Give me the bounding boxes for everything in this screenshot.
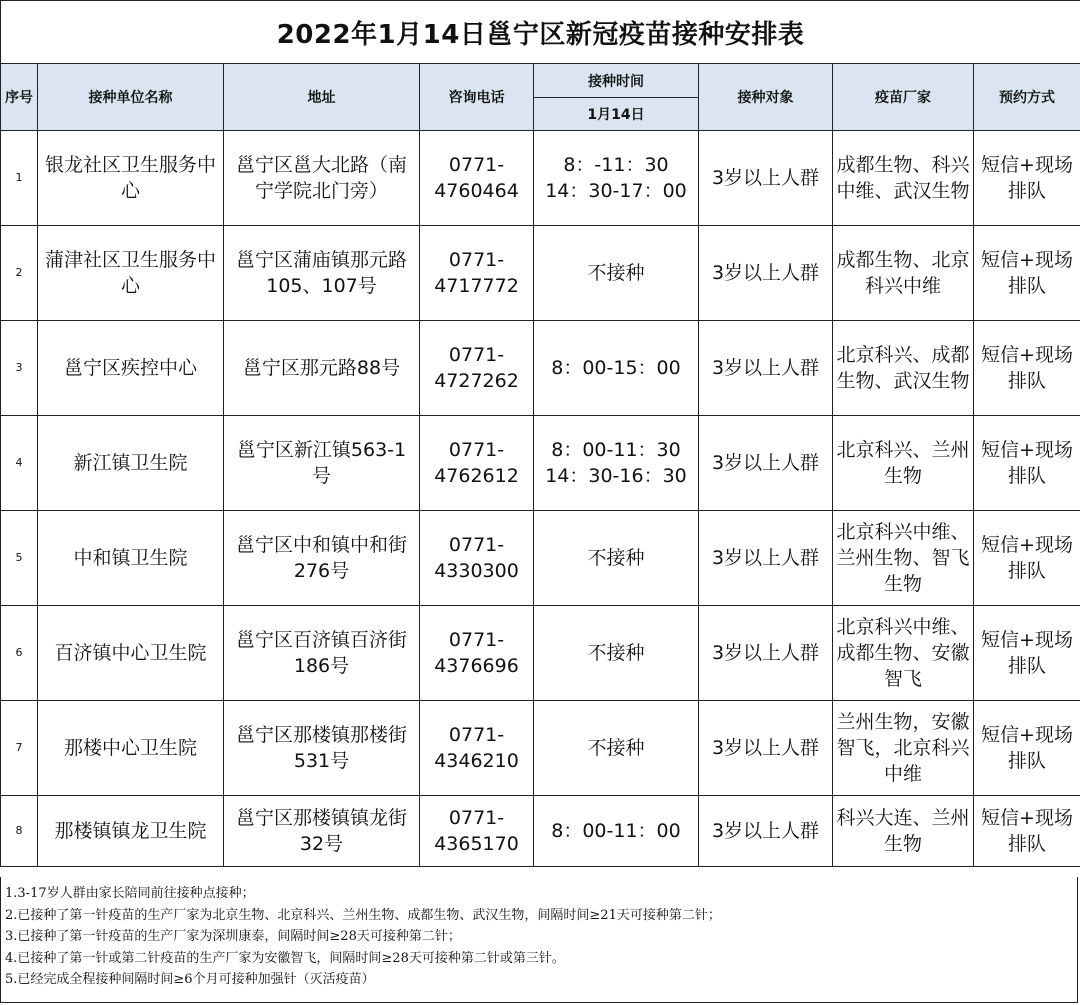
cell-unit: 银龙社区卫生服务中心 (38, 131, 224, 226)
cell-booking: 短信+现场排队 (974, 796, 1080, 867)
cell-phone: 0771-4346210 (420, 701, 534, 796)
table-row (1, 796, 1080, 867)
cell-index: 2 (1, 226, 38, 321)
cell-vendor: 成都生物、科兴中维、武汉生物 (833, 131, 974, 226)
cell-target: 3岁以上人群 (699, 131, 833, 226)
cell-vendor: 科兴大连、兰州生物 (833, 796, 974, 867)
note-line: 5.已经完成全程接种间隔时间≥6个月可接种加强针（灭活疫苗） (5, 972, 375, 987)
cell-time: 8：00-11：00 (534, 796, 699, 867)
cell-index: 3 (1, 321, 38, 416)
notes-block (0, 877, 1078, 1003)
cell-time: 8：00-11：30 14：30-16：30 (534, 416, 699, 511)
cell-unit: 邕宁区疾控中心 (38, 321, 224, 416)
cell-vendor: 北京科兴中维、成都生物、安徽智飞 (833, 606, 974, 701)
cell-booking: 短信+现场排队 (974, 226, 1080, 321)
cell-vendor: 北京科兴、成都生物、武汉生物 (833, 321, 974, 416)
header-time-date: 1月14日 (534, 98, 699, 131)
cell-phone: 0771-4762612 (420, 416, 534, 511)
cell-time: 不接种 (534, 226, 699, 321)
cell-unit: 中和镇卫生院 (38, 511, 224, 606)
header-address: 地址 (224, 64, 420, 131)
cell-time: 不接种 (534, 511, 699, 606)
cell-address: 邕宁区那楼镇那楼街531号 (224, 701, 420, 796)
cell-target: 3岁以上人群 (699, 606, 833, 701)
note-line: 4.已接种了第一针或第二针疫苗的生产厂家为安徽智飞，间隔时间≥28天可接种第二针或第三针。 (5, 950, 565, 966)
cell-target: 3岁以上人群 (699, 701, 833, 796)
cell-phone: 0771-4727262 (420, 321, 534, 416)
header-row (1, 64, 1080, 98)
cell-booking: 短信+现场排队 (974, 606, 1080, 701)
cell-vendor: 北京科兴、兰州生物 (833, 416, 974, 511)
cell-unit: 那楼中心卫生院 (38, 701, 224, 796)
cell-address: 邕宁区百济镇百济街186号 (224, 606, 420, 701)
cell-phone: 0771-4717772 (420, 226, 534, 321)
cell-target: 3岁以上人群 (699, 511, 833, 606)
cell-index: 1 (1, 131, 38, 226)
header-booking: 预约方式 (974, 64, 1080, 131)
cell-address: 邕宁区新江镇563-1号 (224, 416, 420, 511)
cell-target: 3岁以上人群 (699, 416, 833, 511)
cell-booking: 短信+现场排队 (974, 701, 1080, 796)
cell-index: 7 (1, 701, 38, 796)
page-title: 2022年1月14日邕宁区新冠疫苗接种安排表 (1, 1, 1080, 64)
cell-vendor: 成都生物、北京科兴中维 (833, 226, 974, 321)
note-line: 2.已接种了第一针疫苗的生产厂家为北京生物、北京科兴、兰州生物、成都生物、武汉生物，间隔时间≥21天可接种第二针； (5, 907, 721, 923)
cell-phone: 0771-4760464 (420, 131, 534, 226)
cell-address: 邕宁区蒲庙镇那元路105、107号 (224, 226, 420, 321)
cell-booking: 短信+现场排队 (974, 321, 1080, 416)
table-row (1, 321, 1080, 416)
cell-vendor: 兰州生物，安徽智飞，北京科兴中维 (833, 701, 974, 796)
cell-time: 不接种 (534, 606, 699, 701)
cell-vendor: 北京科兴中维、兰州生物、智飞生物 (833, 511, 974, 606)
table-row (1, 416, 1080, 511)
cell-index: 5 (1, 511, 38, 606)
header-target: 接种对象 (699, 64, 833, 131)
header-index: 序号 (1, 64, 38, 131)
header-phone: 咨询电话 (420, 64, 534, 131)
cell-time: 8：-11：30 14：30-17：00 (534, 131, 699, 226)
cell-booking: 短信+现场排队 (974, 131, 1080, 226)
header-vendor: 疫苗厂家 (833, 64, 974, 131)
header-unit: 接种单位名称 (38, 64, 224, 131)
cell-address: 邕宁区中和镇中和街276号 (224, 511, 420, 606)
table-row (1, 606, 1080, 701)
cell-unit: 百济镇中心卫生院 (38, 606, 224, 701)
table-row (1, 511, 1080, 606)
table-row (1, 226, 1080, 321)
cell-booking: 短信+现场排队 (974, 416, 1080, 511)
cell-unit: 蒲津社区卫生服务中心 (38, 226, 224, 321)
cell-phone: 0771-4376696 (420, 606, 534, 701)
cell-unit: 那楼镇镇龙卫生院 (38, 796, 224, 867)
cell-phone: 0771-4365170 (420, 796, 534, 867)
cell-address: 邕宁区邕大北路（南宁学院北门旁） (224, 131, 420, 226)
cell-target: 3岁以上人群 (699, 226, 833, 321)
table-row (1, 701, 1080, 796)
header-time: 接种时间 (534, 64, 699, 98)
cell-phone: 0771-4330300 (420, 511, 534, 606)
cell-target: 3岁以上人群 (699, 321, 833, 416)
cell-target: 3岁以上人群 (699, 796, 833, 867)
cell-index: 6 (1, 606, 38, 701)
cell-booking: 短信+现场排队 (974, 511, 1080, 606)
cell-address: 邕宁区那元路88号 (224, 321, 420, 416)
cell-time: 8：00-15：00 (534, 321, 699, 416)
note-line: 3.已接种了第一针疫苗的生产厂家为深圳康泰，间隔时间≥28天可接种第二针； (5, 929, 461, 944)
cell-index: 8 (1, 796, 38, 867)
cell-index: 4 (1, 416, 38, 511)
cell-unit: 新江镇卫生院 (38, 416, 224, 511)
cell-time: 不接种 (534, 701, 699, 796)
table-row (1, 131, 1080, 226)
note-line: 1.3-17岁人群由家长陪同前往接种点接种； (5, 886, 255, 901)
cell-address: 邕宁区那楼镇镇龙街32号 (224, 796, 420, 867)
